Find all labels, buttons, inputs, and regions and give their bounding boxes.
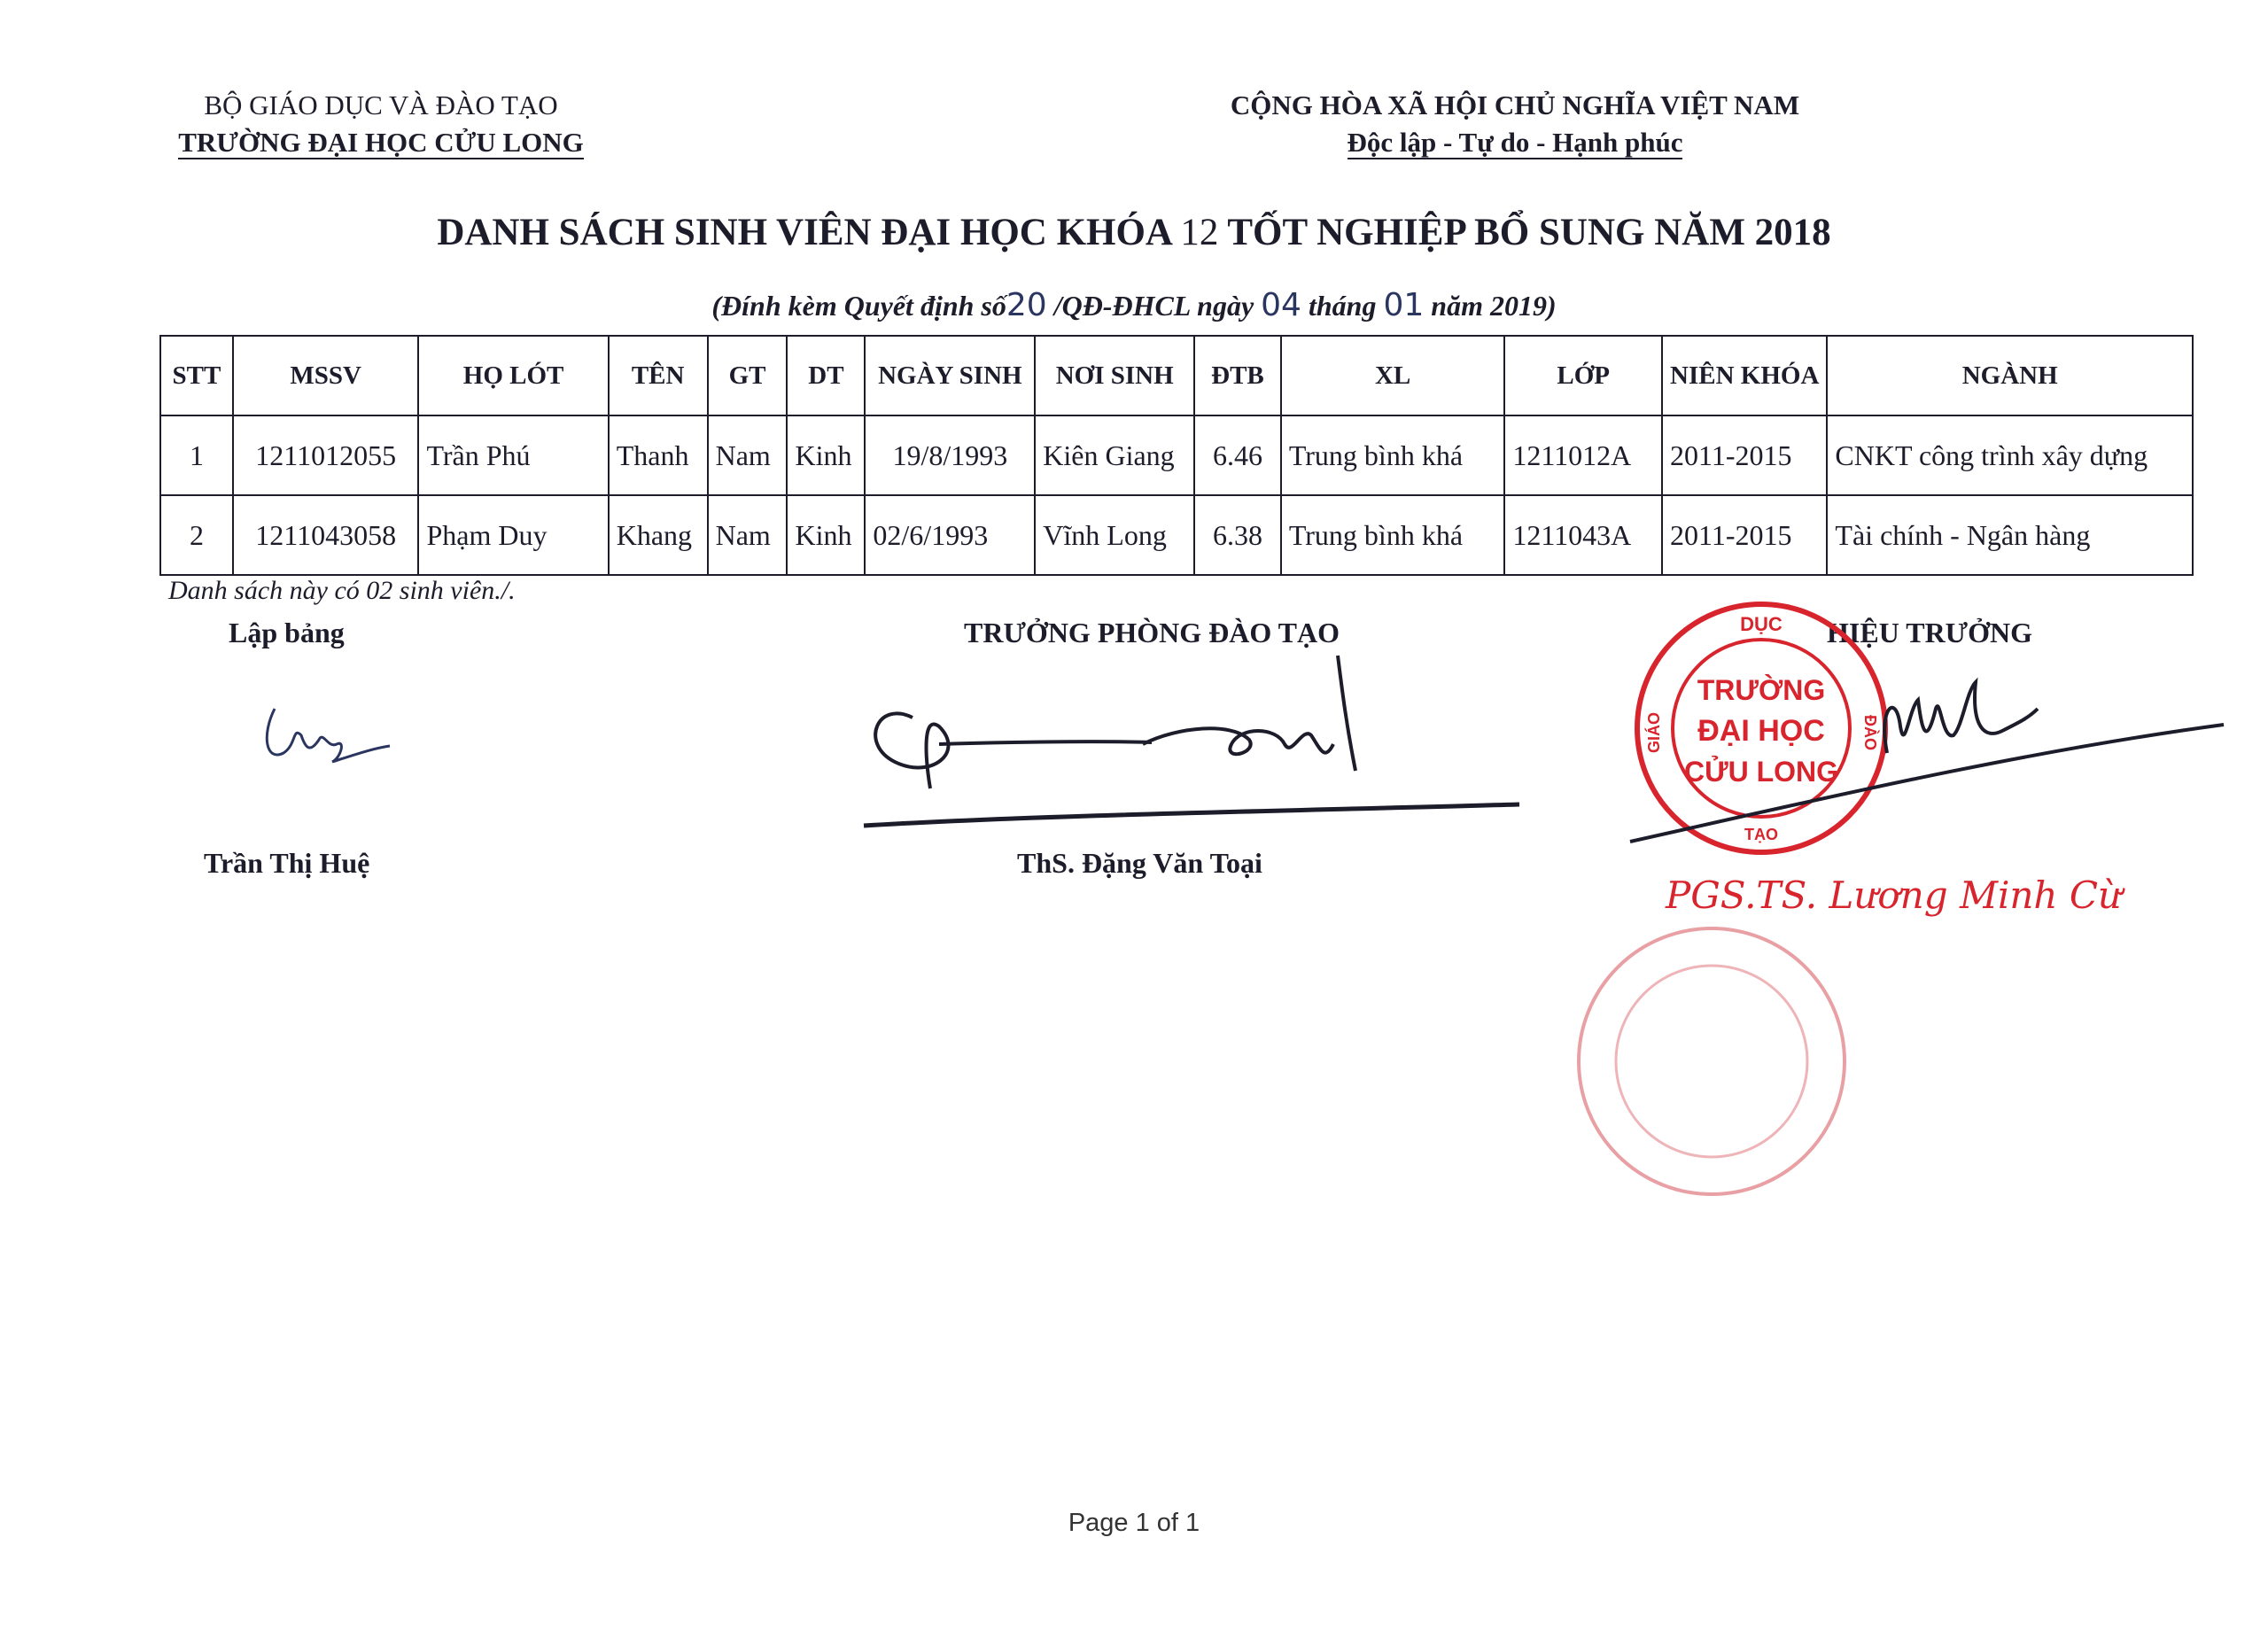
table-row — [160, 415, 2193, 495]
graduate-list-table — [159, 335, 2194, 576]
col-dt: DT — [787, 336, 865, 415]
col-dtb: ĐTB — [1194, 336, 1281, 415]
cell-lop: 1211012A — [1504, 415, 1662, 495]
col-nganh: NGÀNH — [1827, 336, 2193, 415]
training-head-signature — [859, 638, 1533, 842]
country-name: CỘNG HÒA XÃ HỘI CHỦ NGHĨA VIỆT NAM — [1230, 89, 1800, 120]
col-ngay-sinh: NGÀY SINH — [865, 336, 1035, 415]
cell-stt: 1 — [160, 415, 233, 495]
title-part-2: TỐT NGHIỆP BỔ SUNG NĂM 2018 — [1218, 212, 1831, 253]
stamp-center-line-3: CỬU LONG — [1683, 756, 1839, 788]
preparer-signature — [257, 700, 408, 780]
cell-nganh: CNKT công trình xây dựng — [1827, 415, 2193, 495]
stamp-bottom-text: TẠO — [1744, 826, 1778, 843]
course-number: 12 — [1180, 212, 1219, 253]
subtitle-part-2: /QĐ-ĐHCL ngày — [1046, 290, 1262, 322]
col-gt: GT — [708, 336, 788, 415]
stamp-center-line-1: TRƯỜNG — [1697, 674, 1826, 706]
col-xl: XL — [1281, 336, 1505, 415]
cell-nien-khoa: 2011-2015 — [1662, 415, 1827, 495]
stamp-right-text: ĐÀO — [1861, 715, 1879, 750]
cell-gt: Nam — [708, 495, 788, 575]
col-mssv: MSSV — [233, 336, 419, 415]
rector-role: HIỆU TRƯỞNG — [1827, 617, 2033, 648]
cell-ho-lot: Trần Phú — [418, 415, 608, 495]
cell-dt: Kinh — [787, 415, 865, 495]
stamp-top-text: DỤC — [1740, 613, 1783, 635]
subtitle-part-4: năm 2019) — [1424, 290, 1557, 322]
cell-dtb: 6.38 — [1194, 495, 1281, 575]
cell-gt: Nam — [708, 415, 788, 495]
ministry-name: BỘ GIÁO DỤC VÀ ĐÀO TẠO — [204, 89, 558, 120]
ministry-header — [124, 87, 638, 161]
stamp-left-text: GIÁO — [1645, 711, 1663, 754]
cell-noi-sinh: Kiên Giang — [1035, 415, 1194, 495]
subtitle-part-1: (Đính kèm Quyết định số — [711, 290, 1006, 322]
cell-ten: Khang — [609, 495, 708, 575]
stamp-center-line-2: ĐẠI HỌC — [1697, 714, 1825, 748]
page-number: Page 1 of 1 — [1068, 1509, 1200, 1537]
cell-lop: 1211043A — [1504, 495, 1662, 575]
col-ten: TÊN — [609, 336, 708, 415]
subtitle-part-3: tháng — [1301, 290, 1384, 322]
rector-signature — [1612, 656, 2233, 850]
cell-xl: Trung bình khá — [1281, 415, 1505, 495]
cell-stt: 2 — [160, 495, 233, 575]
training-head-role: TRƯỞNG PHÒNG ĐÀO TẠO — [964, 617, 1340, 648]
title-part-1: DANH SÁCH SINH VIÊN ĐẠI HỌC KHÓA — [437, 212, 1181, 253]
national-motto: Độc lập - Tự do - Hạnh phúc — [1348, 128, 1683, 159]
cell-noi-sinh: Vĩnh Long — [1035, 495, 1194, 575]
document-title — [0, 211, 2268, 254]
cell-xl: Trung bình khá — [1281, 495, 1505, 575]
national-header — [1205, 87, 1825, 161]
university-name: TRƯỜNG ĐẠI HỌC CỬU LONG — [178, 128, 584, 159]
col-stt: STT — [160, 336, 233, 415]
cell-ngay-sinh: 19/8/1993 — [865, 415, 1035, 495]
cell-nganh: Tài chính - Ngân hàng — [1827, 495, 2193, 575]
cell-ngay-sinh: 02/6/1993 — [865, 495, 1035, 575]
faint-stamp-impression — [1570, 920, 1853, 1203]
preparer-name: Trần Thị Huệ — [204, 847, 370, 879]
cell-nien-khoa: 2011-2015 — [1662, 495, 1827, 575]
table-header-row — [160, 336, 2193, 415]
training-head-name: ThS. Đặng Văn Toại — [1017, 847, 1262, 879]
table-row — [160, 495, 2193, 575]
decision-number: 20 — [1006, 287, 1047, 323]
cell-ten: Thanh — [609, 415, 708, 495]
cell-dt: Kinh — [787, 495, 865, 575]
col-ho-lot: HỌ LÓT — [418, 336, 608, 415]
cell-ho-lot: Phạm Duy — [418, 495, 608, 575]
cell-mssv: 1211043058 — [233, 495, 419, 575]
decision-month: 01 — [1383, 287, 1425, 323]
document-subtitle — [0, 287, 2268, 323]
col-lop: LỚP — [1504, 336, 1662, 415]
rector-name: PGS.TS. Lương Minh Cừ — [1666, 873, 2123, 917]
cell-mssv: 1211012055 — [233, 415, 419, 495]
preparer-role: Lập bảng — [229, 617, 345, 648]
col-noi-sinh: NƠI SINH — [1035, 336, 1194, 415]
list-note: Danh sách này có 02 sinh viên./. — [168, 576, 516, 605]
cell-dtb: 6.46 — [1194, 415, 1281, 495]
decision-day: 04 — [1261, 287, 1301, 323]
col-nien-khoa: NIÊN KHÓA — [1662, 336, 1827, 415]
